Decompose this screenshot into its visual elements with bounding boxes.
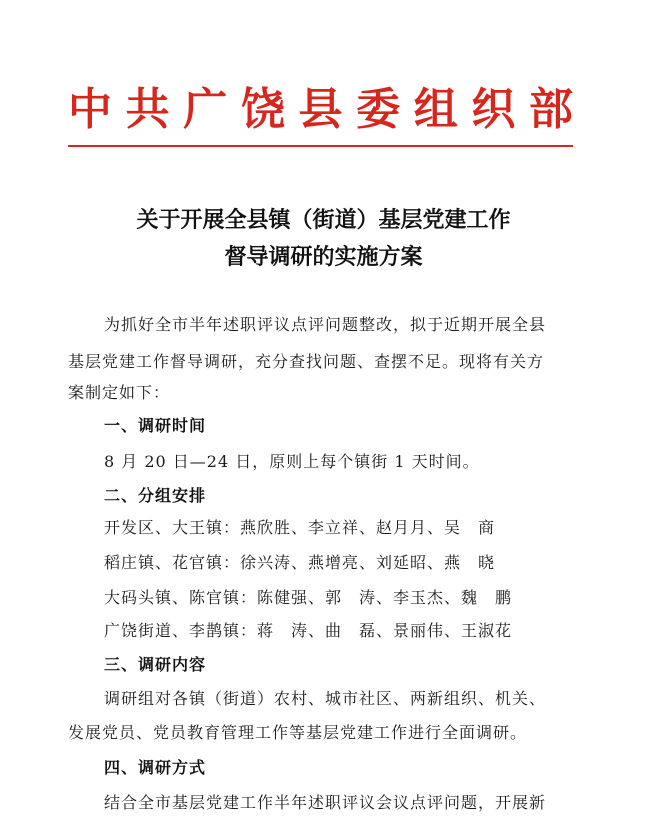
section-heading-groups: 二、分组安排	[104, 486, 207, 505]
intro-line-3: 案制定如下：	[68, 383, 171, 402]
org-name-char: 饶	[240, 84, 285, 135]
org-name-char: 部	[529, 84, 573, 135]
intro-line-1: 为抓好全市半年述职评议点评问题整改，拟于近期开展全县	[104, 315, 547, 334]
org-name-char: 织	[471, 84, 516, 135]
document-title-line-2: 督导调研的实施方案	[224, 244, 423, 270]
org-name-char: 共	[125, 84, 170, 135]
org-name-char: 中	[68, 84, 112, 135]
section-heading-content: 三、调研内容	[104, 655, 207, 674]
intro-line-2: 基层党建工作督导调研，充分查找问题、查摆不足。现将有关方	[68, 352, 545, 371]
section-content-line-1: 调研组对各镇（街道）农村、城市社区、两新组织、机关、	[104, 689, 547, 708]
section-time-body: 8 月 20 日—24 日，原则上每个镇街 1 天时间。	[104, 452, 480, 471]
group-row: 大码头镇、陈官镇：陈健强、郭 涛、李玉杰、魏 鹏	[104, 588, 513, 607]
section-heading-method: 四、调研方式	[104, 758, 207, 777]
section-content-line-2: 发展党员、党员教育管理工作等基层党建工作进行全面调研。	[68, 723, 528, 742]
red-divider-line	[68, 145, 573, 147]
section-method-line-1: 结合全市基层党建工作半年述职评议会议点评问题，开展新	[104, 793, 547, 812]
group-row: 开发区、大王镇：燕欣胜、李立祥、赵月月、吴 商	[104, 518, 496, 537]
org-name-header	[68, 82, 573, 138]
group-row: 稻庄镇、花官镇：徐兴涛、燕增亮、刘延昭、燕 晓	[104, 553, 496, 572]
group-row: 广饶街道、李鹊镇：蒋 涛、曲 磊、景丽伟、王淑花	[104, 621, 513, 640]
org-name-char: 广	[183, 84, 228, 135]
document-title-line-1: 关于开展全县镇（街道）基层党建工作	[136, 207, 511, 233]
section-heading-time: 一、调研时间	[104, 416, 207, 435]
org-name-char: 县	[298, 84, 343, 135]
org-name-char: 组	[413, 84, 458, 135]
org-name-char: 委	[356, 84, 401, 135]
